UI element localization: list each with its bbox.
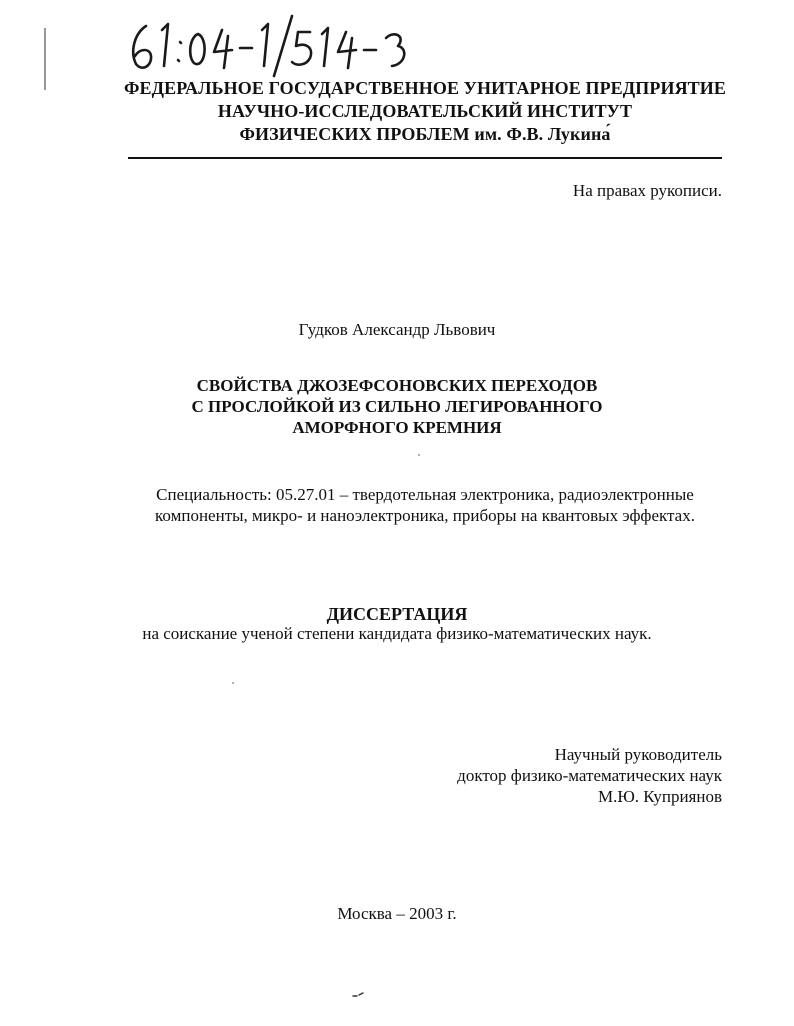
thesis-title-line-3: АМОРФНОГО КРЕМНИЯ	[292, 418, 502, 437]
handwritten-archive-number-drawing	[124, 8, 424, 78]
dissertation-subtitle: на соискание ученой степени кандидата физико-математических наук.	[142, 624, 652, 643]
supervisor-name: М.Ю. Куприянов	[597, 787, 722, 806]
margin-mark	[44, 28, 46, 90]
institution-line-2: НАУЧНО-ИССЛЕДОВАТЕЛЬСКИЙ ИНСТИТУТ	[217, 101, 633, 121]
scan-mark	[352, 992, 364, 998]
dissertation-heading: ДИССЕРТАЦИЯ	[326, 604, 468, 624]
handwritten-archive-number	[124, 8, 424, 78]
dissertation-block	[0, 604, 794, 644]
specialty-line-2: компоненты, микро- и наноэлектроника, приборы на квантовых эффектах.	[155, 506, 695, 525]
thesis-title	[0, 375, 794, 438]
supervisor-block	[457, 744, 722, 807]
specialty-block	[110, 484, 740, 526]
scan-speck	[418, 454, 420, 456]
thesis-title-line-1: СВОЙСТВА ДЖОЗЕФСОНОВСКИХ ПЕРЕХОДОВ	[196, 376, 598, 395]
supervisor-role: Научный руководитель	[554, 745, 722, 764]
specialty-line-1: Специальность: 05.27.01 – твердотельная электроника, радиоэлектронные	[156, 485, 694, 504]
scan-speck	[232, 682, 234, 684]
supervisor-degree: доктор физико-математических наук	[457, 766, 722, 785]
manuscript-rights-note: На правах рукописи.	[572, 181, 722, 200]
institution-line-3: ФИЗИЧЕСКИХ ПРОБЛЕМ им. Ф.В. Лукина́	[239, 124, 611, 144]
author-name: Гудков Александр Львович	[298, 320, 496, 339]
thesis-title-line-2: С ПРОСЛОЙКОЙ ИЗ СИЛЬНО ЛЕГИРОВАННОГО	[191, 397, 603, 416]
institution-header	[120, 77, 730, 146]
institution-line-1: ФЕДЕРАЛЬНОЕ ГОСУДАРСТВЕННОЕ УНИТАРНОЕ ПРЕДПРИЯТИЕ	[124, 78, 726, 98]
place-and-year: Москва – 2003 г.	[337, 904, 457, 923]
header-divider	[128, 157, 722, 159]
